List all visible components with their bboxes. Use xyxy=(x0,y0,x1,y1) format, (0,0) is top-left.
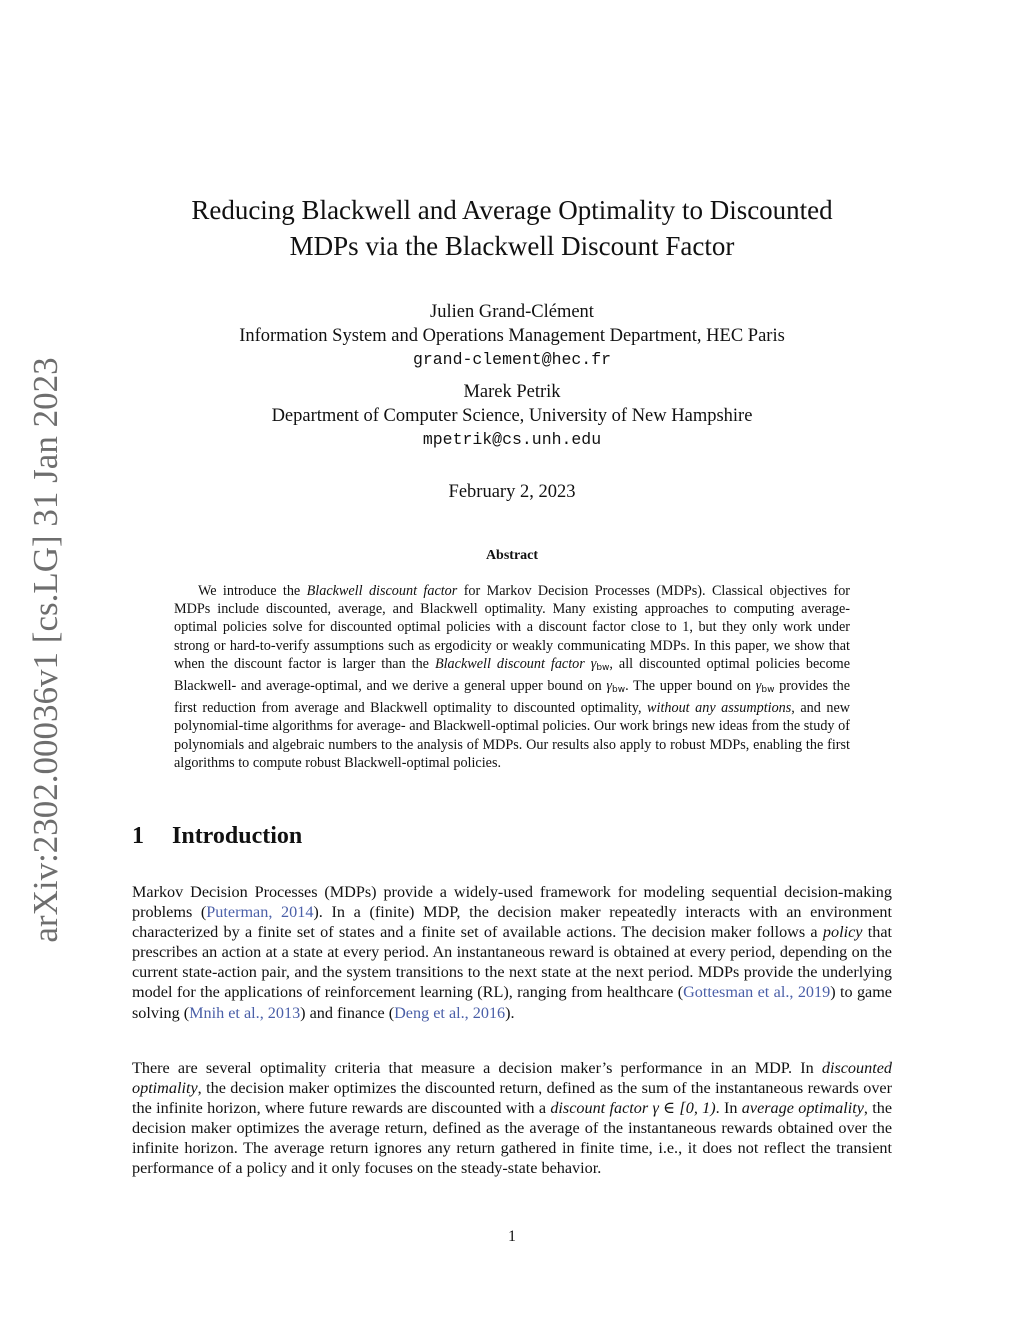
section-heading-introduction xyxy=(132,823,302,850)
gamma-symbol: $\gamma_{bw}$ xyxy=(606,678,626,696)
author-email[interactable]: grand-clement@hec.fr xyxy=(412,350,612,369)
author-email[interactable]: mpetrik@cs.unh.edu xyxy=(422,430,602,449)
gamma-symbol: $\gamma_{bw}$ xyxy=(590,655,610,673)
author-affiliation: Information System and Operations Management Department, HEC Paris xyxy=(239,326,785,346)
author-name: Julien Grand-Clément xyxy=(430,302,594,322)
citation-link[interactable]: Mnih et al., 2013 xyxy=(189,1003,301,1022)
author-affiliation: Department of Computer Science, University of New Hampshire xyxy=(271,406,753,426)
paper-date: February 2, 2023 xyxy=(448,482,576,502)
page-number: 1 xyxy=(508,1228,516,1245)
citation-link[interactable]: Puterman, 2014 xyxy=(206,903,314,922)
author-name: Marek Petrik xyxy=(463,382,561,402)
paper-title xyxy=(130,192,894,264)
citation-link[interactable]: Gottesman et al., 2019 xyxy=(683,983,831,1002)
arxiv-identifier: arXiv:2302.00036v1 [cs.LG] 31 Jan 2023 xyxy=(26,357,65,943)
abstract-body: We introduce the Blackwell discount factor for Markov Decision Processes (MDPs). Classical objectives for MDPs include discounted, average, and Blackwell optimality. Many existing approaches to computing average-optimal policies solve for discounted optimal policies with a discount factor close to 1, but they only work under strong or hard-to-verify assumptions such as ergodicity or weakly communicating MDPs. In this paper, we show that when the discount factor is larger than the Blackwell discount factor $\gamma_{bw}$, all discounted optimal policies become Blackwell- and average-optimal, and we derive a general upper bound on $\gamma_{bw}$. The upper bound on $\gamma_{bw}$ provides the first reduction from average and Blackwell optimality to discounted optimality, without any assumptions, and new polynomial-time algorithms for average- and Blackwell-optimal policies. Our work brings new ideas from the study of polynomials and algebraic numbers to the analysis of MDPs. Our results also apply to robust MDPs, enabling the first algorithms to compute robust Blackwell-optimal policies. xyxy=(174,583,851,771)
gamma-symbol: $\gamma_{bw}$ xyxy=(755,678,775,696)
author-block-1 xyxy=(130,300,894,372)
intro-paragraph-1: Markov Decision Processes (MDPs) provide a widely-used framework for modeling sequential decision-making problems (Puterman, 2014). In a (finite) MDP, the decision maker repeatedly interacts with an environment characterized by a finite set of states and a finite set of available actions. The decision maker follows a policy that prescribes an action at a state at every period. An instantaneous reward is obtained at every period, depending on the current state-action pair, and the system transitions to the next state at the next period. MDPs provide the underlying model for the applications of reinforcement learning (RL), ranging from healthcare (Gottesman et al., 2019) to game solving (Mnih et al., 2013) and finance (Deng et al., 2016). xyxy=(132,883,892,1022)
section-title: Introduction xyxy=(172,823,303,849)
title-line-2: MDPs via the Blackwell Discount Factor xyxy=(289,231,735,261)
math-gamma-range: γ ∈ [0, 1) xyxy=(648,1099,716,1118)
intro-paragraph-2: There are several optimality criteria that measure a decision maker’s performance in an MDP. In discounted optimality, the decision maker optimizes the discounted return, defined as the sum of the instantaneous rewards over the infinite horizon, where future rewards are discounted with a discount factor γ ∈ [0, 1). In average optimality, the decision maker optimizes the average return, defined as the average of the instantaneous rewards obtained over the infinite horizon. The average return ignores any return gathered in finite time, i.e., it does not reflect the transient performance of a policy and it only focuses on the steady-state behavior. xyxy=(132,1059,893,1178)
citation-link[interactable]: Deng et al., 2016 xyxy=(394,1003,506,1022)
title-line-1: Reducing Blackwell and Average Optimality to Discounted xyxy=(191,195,833,225)
abstract-heading: Abstract xyxy=(485,548,539,563)
section-number: 1 xyxy=(132,823,144,849)
author-block-2 xyxy=(130,380,894,452)
